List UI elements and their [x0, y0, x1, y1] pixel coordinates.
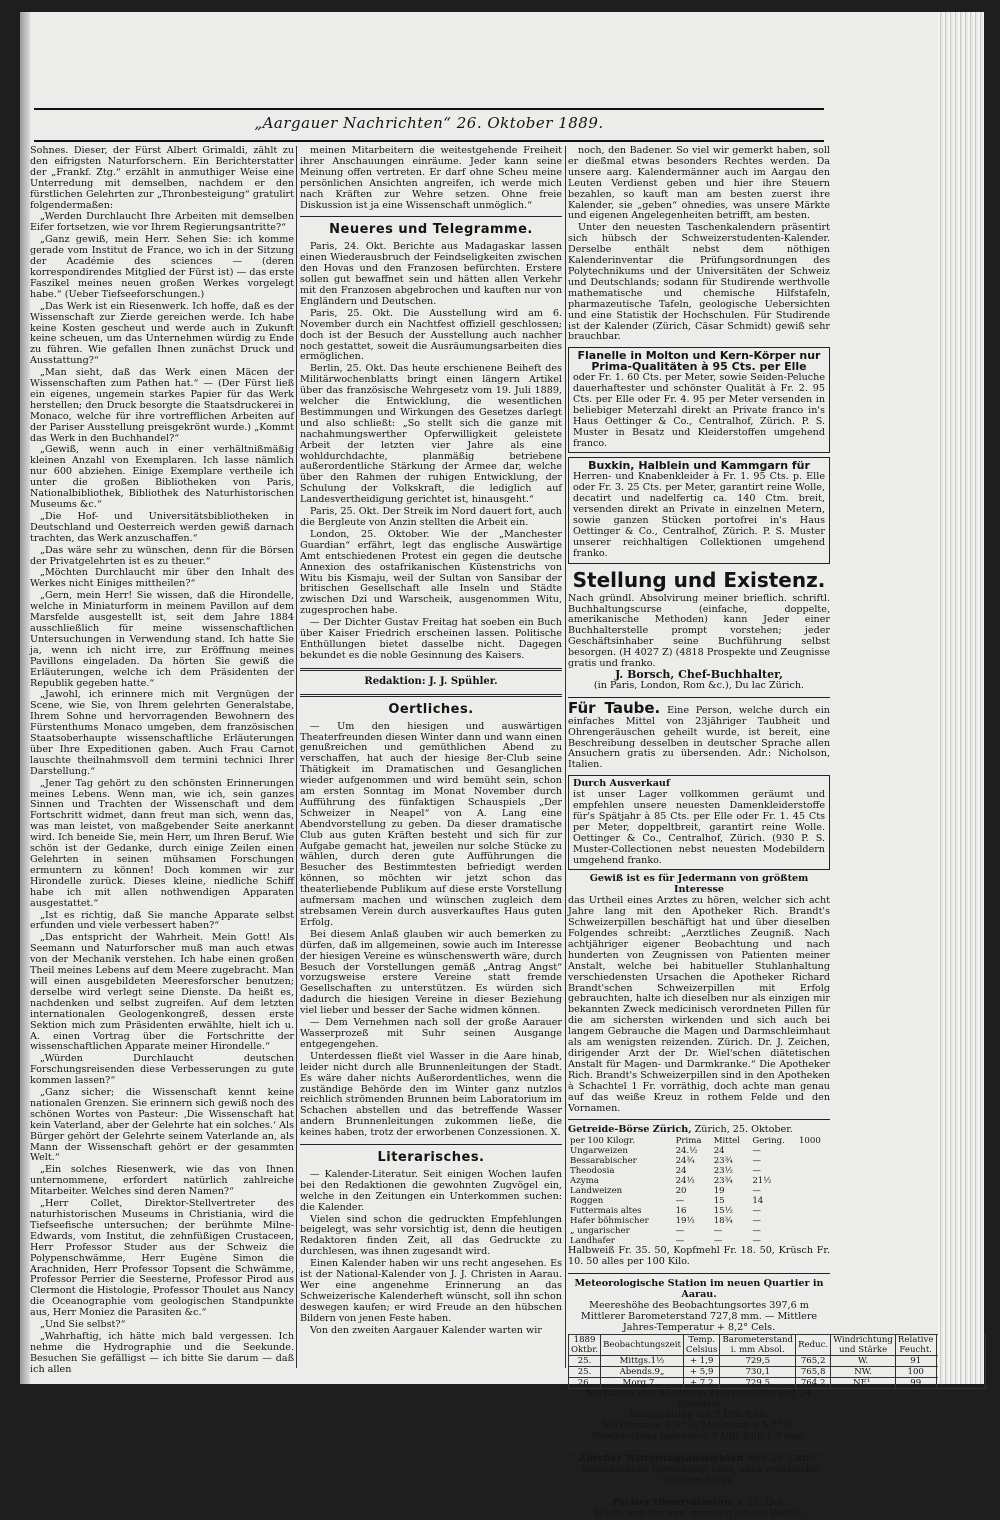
paragraph: Unterdessen fließt viel Wasser in die Aare hinab, leider nicht durch alle Brunnenleitungen der Stadt. Es wäre daher nichts Außerordentliches, wenn die zuständige Behörde den im Winter ganz nutzlos reichlich strömenden Brunnen beim Laboratorium im Schachen abstellen und das betreffende Wasser andern Brunnenleitungen zukommen ließe, die keines haben, trotz der erworbenen Conzessionen. X. — [300, 1050, 562, 1139]
paragraph: meinen Mitarbeitern die weitestgehende Freiheit ihrer Anschauungen einräume. Jeder kann seine Meinung offen vertreten. Er darf ohne Scheu meine persönlichen Ansichten angreifen, ich werde mich nach Kräften zur Wehre setzen. Ohne freie Diskussion ist ja eine Wissenschaft unmöglich.“ — [300, 145, 562, 211]
table-cell: Bessarabischer — [570, 1156, 637, 1167]
meteo-station — [568, 1278, 934, 1443]
table-cell: — — [752, 1206, 761, 1217]
table-cell: 24½ — [675, 1176, 695, 1187]
table-cell: 24 — [675, 1166, 687, 1177]
table-cell: — — [675, 1236, 685, 1247]
table-cell: — — [752, 1156, 761, 1167]
table-cell: 15 — [713, 1196, 725, 1207]
paragraph: noch, den Badener. So viel wir gemerkt haben, soll er dießmal etwas besonders Rechtes werden. Da unsere aarg. Kalendermänner auch im Aargau den Leuten Verdienst geben und hier ihre Steuern bezahlen, so kauft man am besten zuerst ihre Kalender, sie „geben“ ohnedies, was unsere Märkte und eigenen Angelegenheiten betrifft, am besten. — [568, 145, 830, 222]
table-cell: 24 — [713, 1146, 725, 1157]
table-row — [569, 1355, 986, 1366]
table-cell: Temp. Celsius — [683, 1334, 720, 1355]
page-gutter — [20, 12, 30, 1384]
table-cell: Prima — [675, 1136, 702, 1147]
paragraph: „Gern, mein Herr! Sie wissen, daß die Hirondelle, welche in Miniaturform in meinem Pavillon auf dem Marsfelde ausgestellt ist, seit dem Jahre 1884 ausschließlich für meine wissenschaftlichen Untersuchungen in Verwendung stand. Ich hatte Sie ja, wenn ich nicht irre, zur Eröffnung meines Pavillons eingeladen. Da hörten Sie gewiß die Erläuterungen, welche ich dem Präsidenten der Republik gegeben hatte.“ — [30, 590, 294, 689]
paragraph: „Das entspricht der Wahrheit. Mein Gott! Als Seemann und Naturforscher muß man auch etwas von der Mechanik verstehen. Ich habe einen großen Theil meines Lebens auf dem Meere zugebracht. Man will einen ausgebildeten Meeresforscher benutzen; derselbe wird verlegt seine Dienste. Da heißt es, nachdenken und selbst zugreifen. Auf dem letzten internationalen Geologenkongreß, dessen erste Sektion mich zum Präsidenten erwählte, hielt ich u. A. einen Vortrag über die Fortschritte der wissenschaftlichen Apparate meiner Hirondelle.“ — [30, 932, 294, 1053]
table-cell: — — [752, 1236, 761, 1247]
table-cell: Futtermais altes — [570, 1206, 642, 1217]
wetter-date: vom 26. Oktbr. — [746, 1453, 819, 1465]
boerse-table — [568, 1136, 830, 1246]
paragraph: „Das Werk ist ein Riesenwerk. Ich hoffe, daß es der Wissenschaft zur Zierde gereichen werde. Ich habe keine Kosten gescheut und werde auch in Zukunft keine scheuen, um das Unternehmen würdig zu Ende zu führen. Wie gefallen Ihnen zunächst Druck und Ausstattung?“ — [30, 300, 294, 367]
paragraph: Paris, 25. Okt. Die Ausstellung wird am 6. November durch ein Nachtfest offiziell geschlossen; doch ist der Besuch der Ausstellung auch nachher noch gestattet, soweit die Ausräumungsarbeiten dies ermöglichen. — [300, 307, 562, 363]
paragraph: „Die Hof- und Universitätsbibliotheken in Deutschland und Oesterreich werden gewiß darnach trachten, das Werk anzuschaffen.“ — [30, 510, 294, 544]
ad-flanelle — [568, 347, 830, 453]
table-cell: 18¾ — [713, 1216, 733, 1227]
table-cell: 730,1 — [720, 1366, 796, 1377]
ad-text: Herren- und Knabenkleider à Fr. 1. 95 Cts. p. Elle oder Fr. 3. 25 Cts. per Meter, garantirt reine Wolle, decatirt und nadelfertig ca. 140 Ctm. breit, versenden direkt an Private in einzelnen Metern, sowie ganzen Stücken portofrei in's Haus Oettinger & Co., Centralhof, Zürich. P. S. Muster unserer reichhaltigen Collektionen umgehend franko. — [573, 471, 825, 559]
paragraph: Berlin, 25. Okt. Das heute erschienene Beiheft des Militärwochenblatts bringt einen längern Artikel über das französische Wehrgesetz vom 19. Juli 1889, welcher die Entwicklung, die wesentlichen Bestimmungen und Wirkungen des Gesetzes darlegt und also schließt: „So stellt sich die ganze mit nachahmungswerther Opferwilligkeit geleistete Arbeit der letzten vier Jahre als eine wohldurchdachte, planmäßig betriebene außerordentliche Stärkung der Armee dar, welche über den Rahmen der ruhigen Entwicklung, der Schulung der Volkskraft, die lediglich auf Landesvertheidigung gerichtet ist, hinausgeht.“ — [300, 363, 562, 506]
table-cell: 21½ — [752, 1176, 772, 1187]
table-cell: Mittel — [713, 1136, 740, 1147]
paragraph: „Werden Durchlaucht Ihre Arbeiten mit demselben Eifer fortsetzen, wie vor Ihrem Regierungsantritte?“ — [30, 211, 294, 234]
ad-text: Nach gründl. Absolvirung meiner brieflich. schriftl. Buchhaltungscurse (einfache, doppelte, amerikanische Methoden) kann Jeder einer Buchhalterstelle prompt vorstehen; jeder Geschäftsinhaber seine Buchführung selbst besorgen. (H 4027 Z) (4818 Prospekte und Zeugnisse gratis und franko. — [568, 592, 830, 670]
table-cell: — — [675, 1226, 685, 1237]
paragraph: Sohnes. Dieser, der Fürst Albert Grimaldi, zählt zu den eifrigsten Naturforschern. Ein Berichterstatter der „Frankf. Ztg.“ erzählt in anmuthiger Weise eine Unterredung mit demselben, nachdem er den fürstlichen Gelehrten zur „Thronbesteigung“ gratulirt folgendermaßen: — [30, 145, 294, 211]
paragraph: „Jawohl, ich erinnere mich mit Vergnügen der Scene, wie Sie, von Ihrem gelehrten Generalstabe, Ihrem Sohne und hervorragenden Bewohnern des Fürstenthums Monaco umgeben, dem französischen Staatsoberhaupte wissenschaftliche Erläuterungen über Ihre Expeditionen gaben. Auch Frau Carnot lauschte theilnahmsvoll dem termini technici Ihrer Darstellung.“ — [30, 689, 294, 777]
table-row — [568, 1196, 830, 1206]
table-cell: + 1,9 — [683, 1355, 720, 1366]
divider — [568, 1492, 830, 1493]
table-cell — [797, 1176, 830, 1186]
ad-title: Flanelle in Molton und Kern-Körper nur Prima-Qualitäten à 95 Cts. per Elle — [577, 349, 821, 374]
table-row — [568, 1176, 830, 1186]
meteo-line: Meereshöhe des Beobachtungsortes 397,6 m — [589, 1299, 809, 1311]
table-row — [568, 1226, 830, 1236]
table-cell: Windrichtung und Stärke — [831, 1334, 896, 1355]
table-cell: Landweizen — [570, 1186, 623, 1197]
paragraph: „Herr Collet, Direktor-Stellvertreter des naturhistorischen Museums in Christiania, wird die Tiefseefische untersuchen; der berühmte Milne-Edwards, vom Institut, die zehnfüßigen Crustaceen, Herr Professor Studer aus der Schweiz die Polypenschwämme, Herr Eugène Simon die Arachniden, Herr Professor Topsent die Schwämme, Professor Perrier die Seesterne, Professor Pirod aus Clermont die Histologie, Professor Thoulet aus Nancy die Oceanographie vom geologischen Standpunkte aus, Herr Moniez die Parasiten &c.“ — [30, 1198, 294, 1319]
table-cell: — — [752, 1226, 761, 1237]
table-cell: — — [752, 1186, 761, 1197]
table-cell: Reduc. — [796, 1334, 831, 1355]
table-cell: Barometerstand i. mm Absol. — [720, 1334, 796, 1355]
table-cell: Azyma — [570, 1176, 599, 1187]
ad-ausverkauf — [568, 775, 830, 870]
section-title-oertliches: Oertliches. — [388, 701, 474, 717]
table-cell: 729,5 — [720, 1355, 796, 1366]
pariser-observatorium — [568, 1498, 830, 1520]
divider — [568, 1273, 830, 1274]
paragraph: „Wahrhaftig, ich hätte mich bald vergessen. Ich nehme die Hydrographie und die Seekunde. Besuchen Sie gefälligst — ich bitte Sie darum — daß ich allen — [30, 1330, 294, 1375]
boerse-date: Zürich, 25. Oktober. — [694, 1124, 793, 1136]
page-stack-edge — [938, 12, 984, 1384]
divider — [300, 668, 562, 671]
column-rule-1 — [296, 146, 297, 1368]
ad-taube — [568, 698, 830, 771]
meteo-line: Maximum und Minimum Thermometer seit 24 Stunden: — [586, 1387, 812, 1410]
table-row — [569, 1366, 986, 1377]
ad-title: Für Taube. — [568, 698, 661, 717]
table-cell: 99 — [895, 1377, 936, 1388]
meteo-line: Maximum + 9,6° C. Minimum + 5,7° C. — [602, 1420, 796, 1432]
table-cell: 16 — [675, 1206, 687, 1217]
paragraph: Einen Kalender haben wir uns recht angesehen. Es ist der National-Kalender von J. J. Christen in Aarau. Wer eine angenehme Erinnerung an das Schweizerische Kalenderheft wünscht, soll ihn schon deswegen kaufen; er wird Freude an den hübschen Bildern von jenen Feste haben. — [300, 1258, 562, 1324]
table-cell: 20 — [675, 1186, 687, 1197]
paris-date: v. 25. Oct. — [737, 1496, 786, 1508]
paragraph: „Ein solches Riesenwerk, wie das von Ihnen unternommene, erfordert natürlich zahlreiche Mitarbeiter. Welches sind deren Namen?“ — [30, 1164, 294, 1198]
table-row — [568, 1206, 830, 1216]
table-cell: — — [752, 1166, 761, 1177]
divider — [568, 697, 830, 698]
meteo-line: Beobachtung am 9 Uhr früh: — [629, 1409, 769, 1421]
table-cell: Beobachtungszeit — [601, 1334, 684, 1355]
section-title-neueres: Neueres und Telegramme. — [329, 222, 533, 238]
paragraph: „Das wäre sehr zu wünschen, denn für die Börsen der Privatgelehrten ist es zu theuer.“ — [30, 544, 294, 567]
paragraph: Von den zweiten Aargauer Kalender warten wir — [310, 1324, 542, 1336]
section-title-literarisches: Literarisches. — [377, 1150, 485, 1166]
table-cell — [797, 1186, 830, 1196]
ad-title: Buxkin, Halblein und Kammgarn für — [588, 459, 810, 473]
paragraph: — Dem Vernehmen nach soll der große Aarauer Wasserprozeß mit Suhr seinen Ausgange entgegengehen. — [300, 1017, 562, 1050]
table-cell: per 100 Kilogr. — [570, 1136, 636, 1147]
paris-text: Schön und trocken, ziemlich mildes Wetter. — [593, 1507, 805, 1519]
table-cell: 1000 — [798, 1136, 821, 1147]
table-cell — [797, 1206, 830, 1216]
table-cell: — — [675, 1196, 685, 1207]
table-row — [568, 1146, 830, 1156]
table-row — [568, 1216, 830, 1226]
table-cell: 729,5 — [720, 1377, 796, 1388]
table-row — [569, 1377, 986, 1388]
table-cell: 23½ — [713, 1166, 733, 1177]
table-cell: NW. — [831, 1366, 896, 1377]
column-2 — [300, 146, 562, 1368]
paragraph: — Der Dichter Gustav Freitag hat soeben ein Buch über Kaiser Friedrich erscheinen lassen. Politische Enthüllungen bietet dasselbe nicht. Dagegen bekundet es die noble Gesinnung des Kaisers. — [300, 617, 562, 661]
table-cell: 765,8 — [796, 1366, 831, 1377]
table-row — [568, 1166, 830, 1176]
wetter-text: Veränderliche Bewölkung, kühl, ohne erhebliche Niederschläge. — [580, 1464, 818, 1486]
divider — [568, 1448, 830, 1449]
divider — [300, 1144, 562, 1145]
table-cell: 15½ — [713, 1206, 733, 1217]
table-cell: „ ungarischer — [570, 1226, 630, 1237]
paragraph: Paris, 25. Okt. Der Streik im Nord dauert fort, auch die Bergleute von Anzin stellten die Arbeit ein. — [300, 506, 562, 528]
column-3 — [568, 145, 934, 1519]
table-cell: 23¾ — [713, 1156, 733, 1167]
paragraph: — Kalender-Literatur. Seit einigen Wochen laufen bei den Redaktionen die gewohnten Zugvögel ein, welche in den Zeitungen ein Unterkommen suchen: die Kalender. — [300, 1168, 562, 1213]
table-cell: Ungarweizen — [570, 1146, 628, 1157]
table-cell: 100 — [895, 1366, 936, 1377]
ad-text: ist unser Lager vollkommen geräumt und empfehlen unsere neuesten Damenkleiderstoffe für's Spätjahr à 85 Cts. per Elle oder Fr. 1. 45 Cts per Meter, doppeltbreit, garantirt reine Wolle. Oettinger & Co., Centralhof, Zürich. (930 P. S. Muster-Collectionen nebst neuesten Modebildern umgehend franko. — [573, 789, 825, 866]
redaktion-line: Redaktion: J. J. Spühler. — [364, 675, 498, 687]
divider — [300, 694, 562, 697]
paragraph: London, 25. Oktober. Wie der „Manchester Guardian“ erfährt, legt das englische Auswärtige Amt entschiedenen Protest ein gegen die deutsche Annexion des ostafrikanischen Küstenstrichs von Witu bis Kismaju, weil der Sultan von Sansibar der britischen Gesellschaft alle Inseln und Städte zwischen Dzi und Warscheik, ausgenommen Witu, zugesprochen habe. — [300, 528, 562, 617]
table-cell: 26. — [569, 1377, 601, 1388]
table-cell: Mittgs.1½ — [601, 1355, 684, 1366]
paragraph: „Ganz sicher; die Wissenschaft kennt keine nationalen Grenzen. Sie erinnern sich gewiß noch des schönen Wortes von Pasteur: ‚Die Wissenschaft hat kein Vaterland, aber der Gelehrte hat ein solches.‘ Als Bürger gehört der Gelehrte seinem Vaterlande an, als Mann der Wissenschaft gehört er der gesammten Welt.“ — [30, 1087, 294, 1164]
table-cell: Morg.7 „ — [601, 1377, 684, 1388]
paragraph: Unter den neuesten Taschenkalendern präsentirt sich hübsch der Schweizerstudenten-Kalender. Derselbe enthält nebst dem nöthigen Kalenderinventar die Prüfungsordnungen des Polytechnikums und der Universitäten der Schweiz und Deutschlands; sodann für Studirende werthvolle mathematische und chemische Hilfstafeln, pharmazeutische Tafeln, geologische Uebersichten und eine Statistik der Hochschulen. Für Studirende ist der Kalender (Zürich, Cäsar Schmidt) gewiß sehr brauchbar. — [568, 222, 830, 343]
ad-signature: J. Borsch, Chef-Buchhalter, — [615, 667, 783, 681]
table-cell: 24.½ — [675, 1146, 698, 1157]
ad-buxkin — [568, 457, 830, 563]
table-cell: Landhafer — [570, 1236, 615, 1247]
table-cell: Gering. — [752, 1136, 785, 1147]
table-cell: W. — [831, 1355, 896, 1366]
table-cell: 24¾ — [675, 1156, 695, 1167]
paragraph: „Ganz gewiß, mein Herr. Sehen Sie: ich komme gerade vom Institut de France, wo ich in der Sitzung der Académie des sciences — (deren korrespondirendes Mitglied der Fürst ist) — das erste Faszikel meines neuen großen Werkes vorgelegt habe.“ (Ueber Tiefseeforschungen.) — [30, 234, 294, 300]
table-row — [568, 1156, 830, 1166]
table-cell — [797, 1226, 830, 1236]
table-cell: + 7,2 — [683, 1377, 720, 1388]
table-cell: — — [713, 1226, 723, 1237]
page-header — [34, 108, 824, 142]
table-cell: Relative Feucht. — [895, 1334, 936, 1355]
paris-title: Pariser Observatorium — [612, 1496, 734, 1508]
table-cell: Hafer böhmischer — [570, 1216, 649, 1227]
table-cell: + 5,9 — [683, 1366, 720, 1377]
table-cell: 25. — [569, 1355, 601, 1366]
table-cell: 14 — [752, 1196, 764, 1207]
table-cell — [797, 1166, 830, 1176]
table-cell: 23¾ — [713, 1176, 733, 1187]
paragraph: „Würden Durchlaucht deutschen Forschungsreisenden diese Verbesserungen zu gute kommen lassen?“ — [30, 1053, 294, 1087]
meteo-title: Meteorologische Station im neuen Quartier in Aarau. — [574, 1278, 824, 1301]
boerse-footer: Halbweiß Fr. 35. 50, Kopfmehl Fr. 18. 50, Krüsch Fr. 10. 50 alles per 100 Kilo. — [568, 1245, 830, 1268]
paragraph: „Jener Tag gehört zu den schönsten Erinnerungen meines Lebens. Wenn man, wie ich, sein ganzes Sinnen und Trachten der Wissenschaft und dem Fortschritt widmet, dann freut man sich, wenn das, was man leistet, von maßgebender Seite anerkannt wird. Ich beneide Sie, mein Herr, um Ihren Beruf. Wie schön ist der Gedanke, durch einige Zeilen einen Gelehrten in seinen mühsamen Forschungen ermuntern zu können! Doch kommen wir zur Hirondelle zurück. Dieses kleine, niedliche Schiff habe ich mit allen nothwendigen Apparaten ausgestattet.“ — [30, 777, 294, 909]
table-row — [568, 1186, 830, 1196]
table-cell — [797, 1146, 830, 1156]
divider — [568, 1119, 830, 1120]
column-rule-2 — [565, 146, 566, 1368]
ad-title: Gewiß ist es für Jedermann von größtem Interesse — [589, 873, 809, 896]
ad-signature-address: (in Paris, London, Rom &c.), Du lac Zürich. — [593, 679, 805, 691]
ad-text: oder Fr. 1. 60 Cts. per Meter, sowie Seiden-Peluche dauerhaftester und schönster Qualität à Fr. 2. 95 Cts. per Elle oder Fr. 4. 95 per Meter versenden in beliebiger Meterzahl direkt an Private franco in's Haus Oettinger & Co., Centralhof, Zürich. P. S. Muster in Besatz und Kleiderstoffen umgehend franco. — [573, 372, 825, 449]
paragraph: Bei diesem Anlaß glauben wir auch bemerken zu dürfen, daß im allgemeinen, sowie auch im Interesse der hiesigen Vereine es wünschenswerth wäre, durch Besuch der Vorstellungen gemäß „Antrag Angst“ vorzugsweise erstere Vereine statt fremde Gesellschaften zu unterstützen. Es würden sich dadurch die hiesigen Vereine in dieser Beziehung viel lieber und besser der Sache widmen können. — [300, 928, 562, 1017]
table-cell: 1889 Oktbr. — [569, 1334, 601, 1355]
table-cell: 764,2 — [796, 1377, 831, 1388]
meteo-line: Niederschlag gemessen 7 Uhr früh 1,7 mm. — [592, 1431, 806, 1443]
table-cell: Roggen — [570, 1196, 604, 1207]
table-cell: Abends.9„ — [601, 1366, 684, 1377]
witterungsaussichten — [568, 1454, 830, 1487]
table-cell: — — [713, 1236, 723, 1247]
table-cell: 765,2 — [796, 1355, 831, 1366]
table-cell: 25. — [569, 1366, 601, 1377]
table-cell: Theodosia — [570, 1166, 615, 1177]
wetter-title: Zürcher Witterungsaussichten — [579, 1453, 744, 1465]
ad-title: Durch Ausverkauf — [573, 778, 671, 790]
ad-schweizerpillen — [568, 874, 830, 1114]
table-cell: NE¹. — [831, 1377, 896, 1388]
paragraph: — Um den hiesigen und auswärtigen Theaterfreunden diesen Winter dann und wann einen genußreichen und gemüthlichen Abend zu verschaffen, hat auch der hiesige 8er-Club seine Thätigkeit im Dramatischen und Gesanglichen wieder aufgenommen und wird bemüht sein, schon am ersten Sonntag im Monat November durch Aufführung des fünfaktigen Schauspiels „Der Schweizer in Neapel“ von A. Lang eine Abendvorstellung zu geben. Da dieser dramatische Club aus guten Kräften besteht und sich für zur Aufgabe gemacht hat, jeweilen nur solche Stücke zu wählen, durch deren gute Aufführungen die Besucher des Bestimmtesten befriedigt werden können, so möchten wir jetzt schon das theaterliebende Publikum auf diese erste Vorstellung aufmersam machen und wünschen zugleich dem strebsamen Verein durch ausverkauftes Haus guten Erfolg. — [300, 720, 562, 928]
table-cell: 19½ — [675, 1216, 695, 1227]
ad-text: das Urtheil eines Arztes zu hören, welcher sich acht Jahre lang mit den Apotheker Rich. Brandt's Schweizerpillen beschäftigt hat und über dieselben Folgendes schreibt: „Aerztliches Zeugniß. Nach achtjähriger eigener Beobachtung und nach hunderten von Zeugnissen von Patienten meiner Anstalt, welche bei habitueller Stuhlanhaltung verschiedensten Ursachen die Apotheker Richard Brandt'schen Schweizerpillen mit Erfolg gebrauchten, halte ich dieselben nur als einzigen mir bekannten Zweck medicinisch verordneten Pillen für die am sichersten wirkenden und sich auch bei langem Gebrauche die Magen und Darmschleimhaut als am wenigsten reizenden. Zürich. Dr. J. Zeichen, dirigender Arzt der Dr. Wiel'schen diätetischen Anstalt für Magen- und Darmkranke.“ Die Apotheker Rich. Brandt's Schweizerpillen sind in den Apotheken à Schachtel 1 Fr. vorräthig, doch achte man genau auf das weiße Kreuz in rothem Felde und den Vornamen. — [568, 895, 830, 1114]
paragraph: „Man sieht, daß das Werk einen Mäcen der Wissenschaften zum Pathen hat.“ — (Der Fürst ließ ein eigenes, ungemein starkes Papier für das Werk herstellen; den Druck besorgte die Staatsdruckerei in Monaco, welche für ihre vortrefflichen Arbeiten auf der Pariser Ausstellung preisgekrönt wurde.) „Kommt das Werk in den Buchhandel?“ — [30, 367, 294, 444]
paragraph: Vielen sind schon die gedruckten Empfehlungen beigelegt, was sehr vorsichtig ist, denn die heutigen Redaktoren finden Zeit, all das Gedruckte zu durchlesen, was ihnen zugesandt wird. — [300, 1213, 562, 1258]
column-1 — [30, 145, 294, 1375]
ad-stellung — [568, 568, 830, 692]
paragraph: „Und Sie selbst?“ — [40, 1319, 126, 1331]
table-cell — [797, 1216, 830, 1226]
table-cell: — — [752, 1216, 761, 1227]
ad-title: Stellung und Existenz. — [572, 567, 826, 592]
table-cell — [797, 1196, 830, 1206]
paragraph: „Ist es richtig, daß Sie manche Apparate selbst erfunden und viele verbessert haben?“ — [30, 909, 294, 932]
meteo-line: Mittlerer Barometerstand 727,8 mm. — Mittlere Jahres-Temperatur + 8,2° Cels. — [580, 1310, 818, 1333]
newspaper-page — [20, 12, 938, 1519]
boerse-title: Getreide-Börse Zürich, — [568, 1124, 692, 1136]
getreide-boerse — [568, 1125, 830, 1268]
table-cell — [797, 1156, 830, 1166]
table-cell: 19 — [713, 1186, 725, 1197]
meteo-table — [568, 1334, 986, 1389]
paragraph: Paris, 24. Okt. Berichte aus Madagaskar lassen einen Wiederausbruch der Feindseligkeiten zwischen den Hovas und den Franzosen befürchten. Erstere sollen gut bewaffnet sein und hätten allen Verkehr mit den Franzosen abgebrochen und kauften nur von Engländern und Deutschen. — [300, 241, 562, 307]
table-cell: 91 — [895, 1355, 936, 1366]
header-title: „Aargauer Nachrichten“ 26. Oktober 1889. — [254, 114, 604, 132]
paragraph: „Möchten Durchlaucht mir über den Inhalt des Werkes nicht Einiges mittheilen?“ — [30, 567, 294, 590]
paragraph: „Gewiß, wenn auch in einer verhältnißmäßig kleinen Anzahl von Exemplaren. Ich lasse nämlich nur 600 abziehen. Einige Exemplare vertheile ich unter die großen Bibliotheken von Paris, Nationalbibliothek, Bibliothek des Naturhistorischen Museums &c.“ — [30, 444, 294, 510]
table-cell: — — [752, 1146, 761, 1157]
divider — [300, 216, 562, 217]
ad-text: Eine Person, welche durch ein einfaches Mittel von 23jähriger Taubheit und Ohrengeräuschen geheilt wurde, ist bereit, eine Beschreibung desselben in deutscher Sprache allen Ansuchern gratis zu übersenden. Adr.: Nicholson, Italien. — [568, 704, 830, 771]
